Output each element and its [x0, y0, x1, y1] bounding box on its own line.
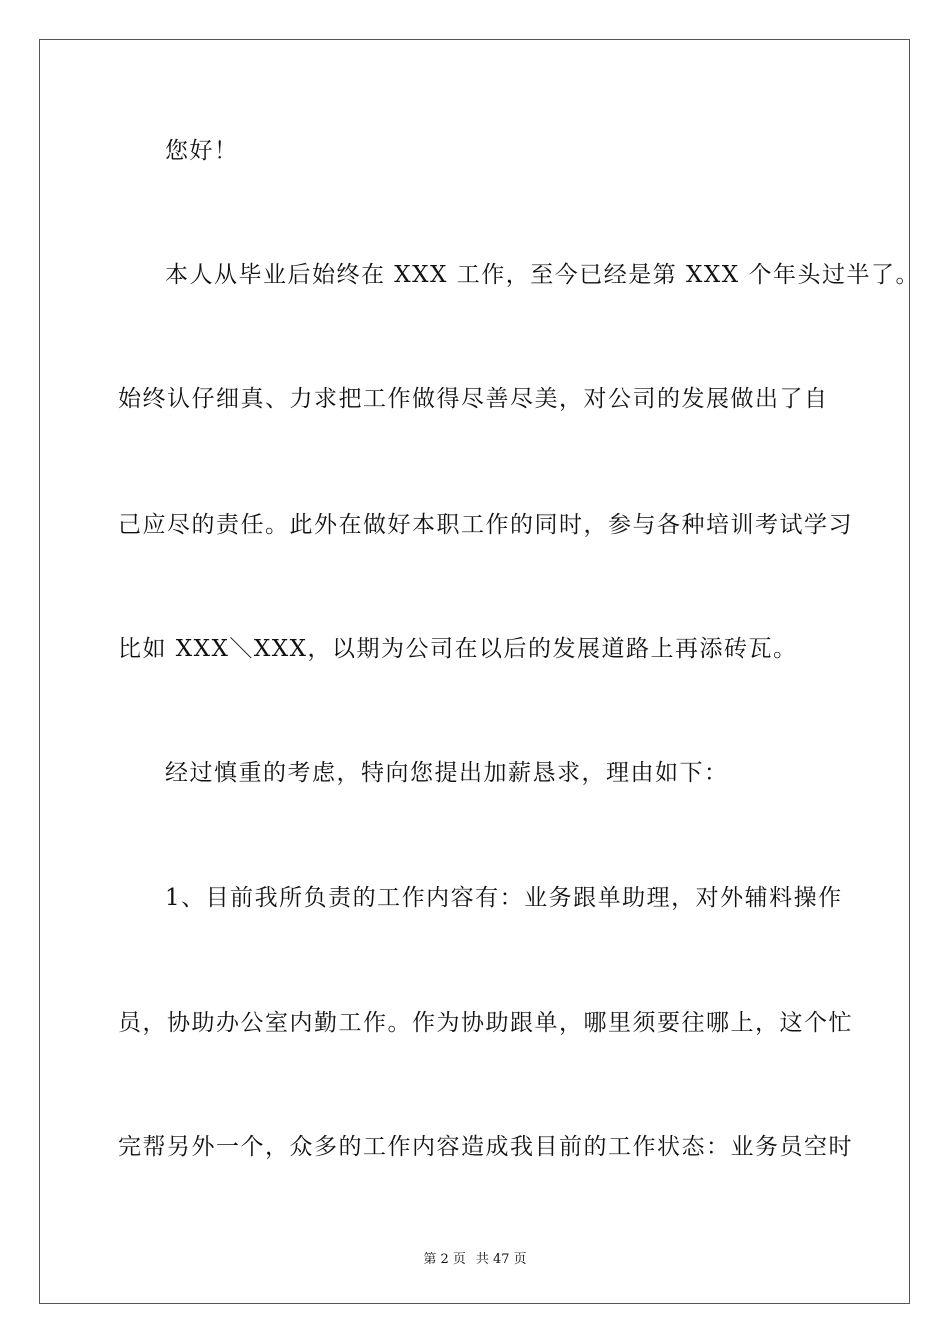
paragraph-line: 1、目前我所负责的工作内容有：业务跟单助理，对外辅料操作 [165, 885, 843, 911]
paragraph-line: 经过慎重的考虑，特向您提出加薪恳求，理由如下： [165, 760, 729, 786]
paragraph-line: 员，协助办公室内勤工作。作为协助跟单，哪里须要往哪上，这个忙 [118, 1010, 853, 1036]
paragraph-line: 比如 XXX＼XXX，以期为公司在以后的发展道路上再添砖瓦。 [118, 636, 798, 662]
paragraph-line: 己应尽的责任。此外在做好本职工作的同时，参与各种培训考试学习 [118, 512, 853, 538]
paragraph-line: 完帮另外一个，众多的工作内容造成我目前的工作状态：业务员空时 [118, 1134, 853, 1160]
paragraph-line: 始终认仔细真、力求把工作做得尽善尽美，对公司的发展做出了自 [118, 386, 829, 412]
page-number: 第 2 页 [423, 1252, 466, 1267]
page-footer [0, 1248, 950, 1267]
greeting-line: 您好！ [165, 138, 239, 164]
page-border [39, 39, 910, 1304]
page-total: 共 47 页 [475, 1252, 527, 1267]
paragraph-line: 本人从毕业后始终在 XXX 工作，至今已经是第 XXX 个年头过半了。 [165, 262, 920, 288]
